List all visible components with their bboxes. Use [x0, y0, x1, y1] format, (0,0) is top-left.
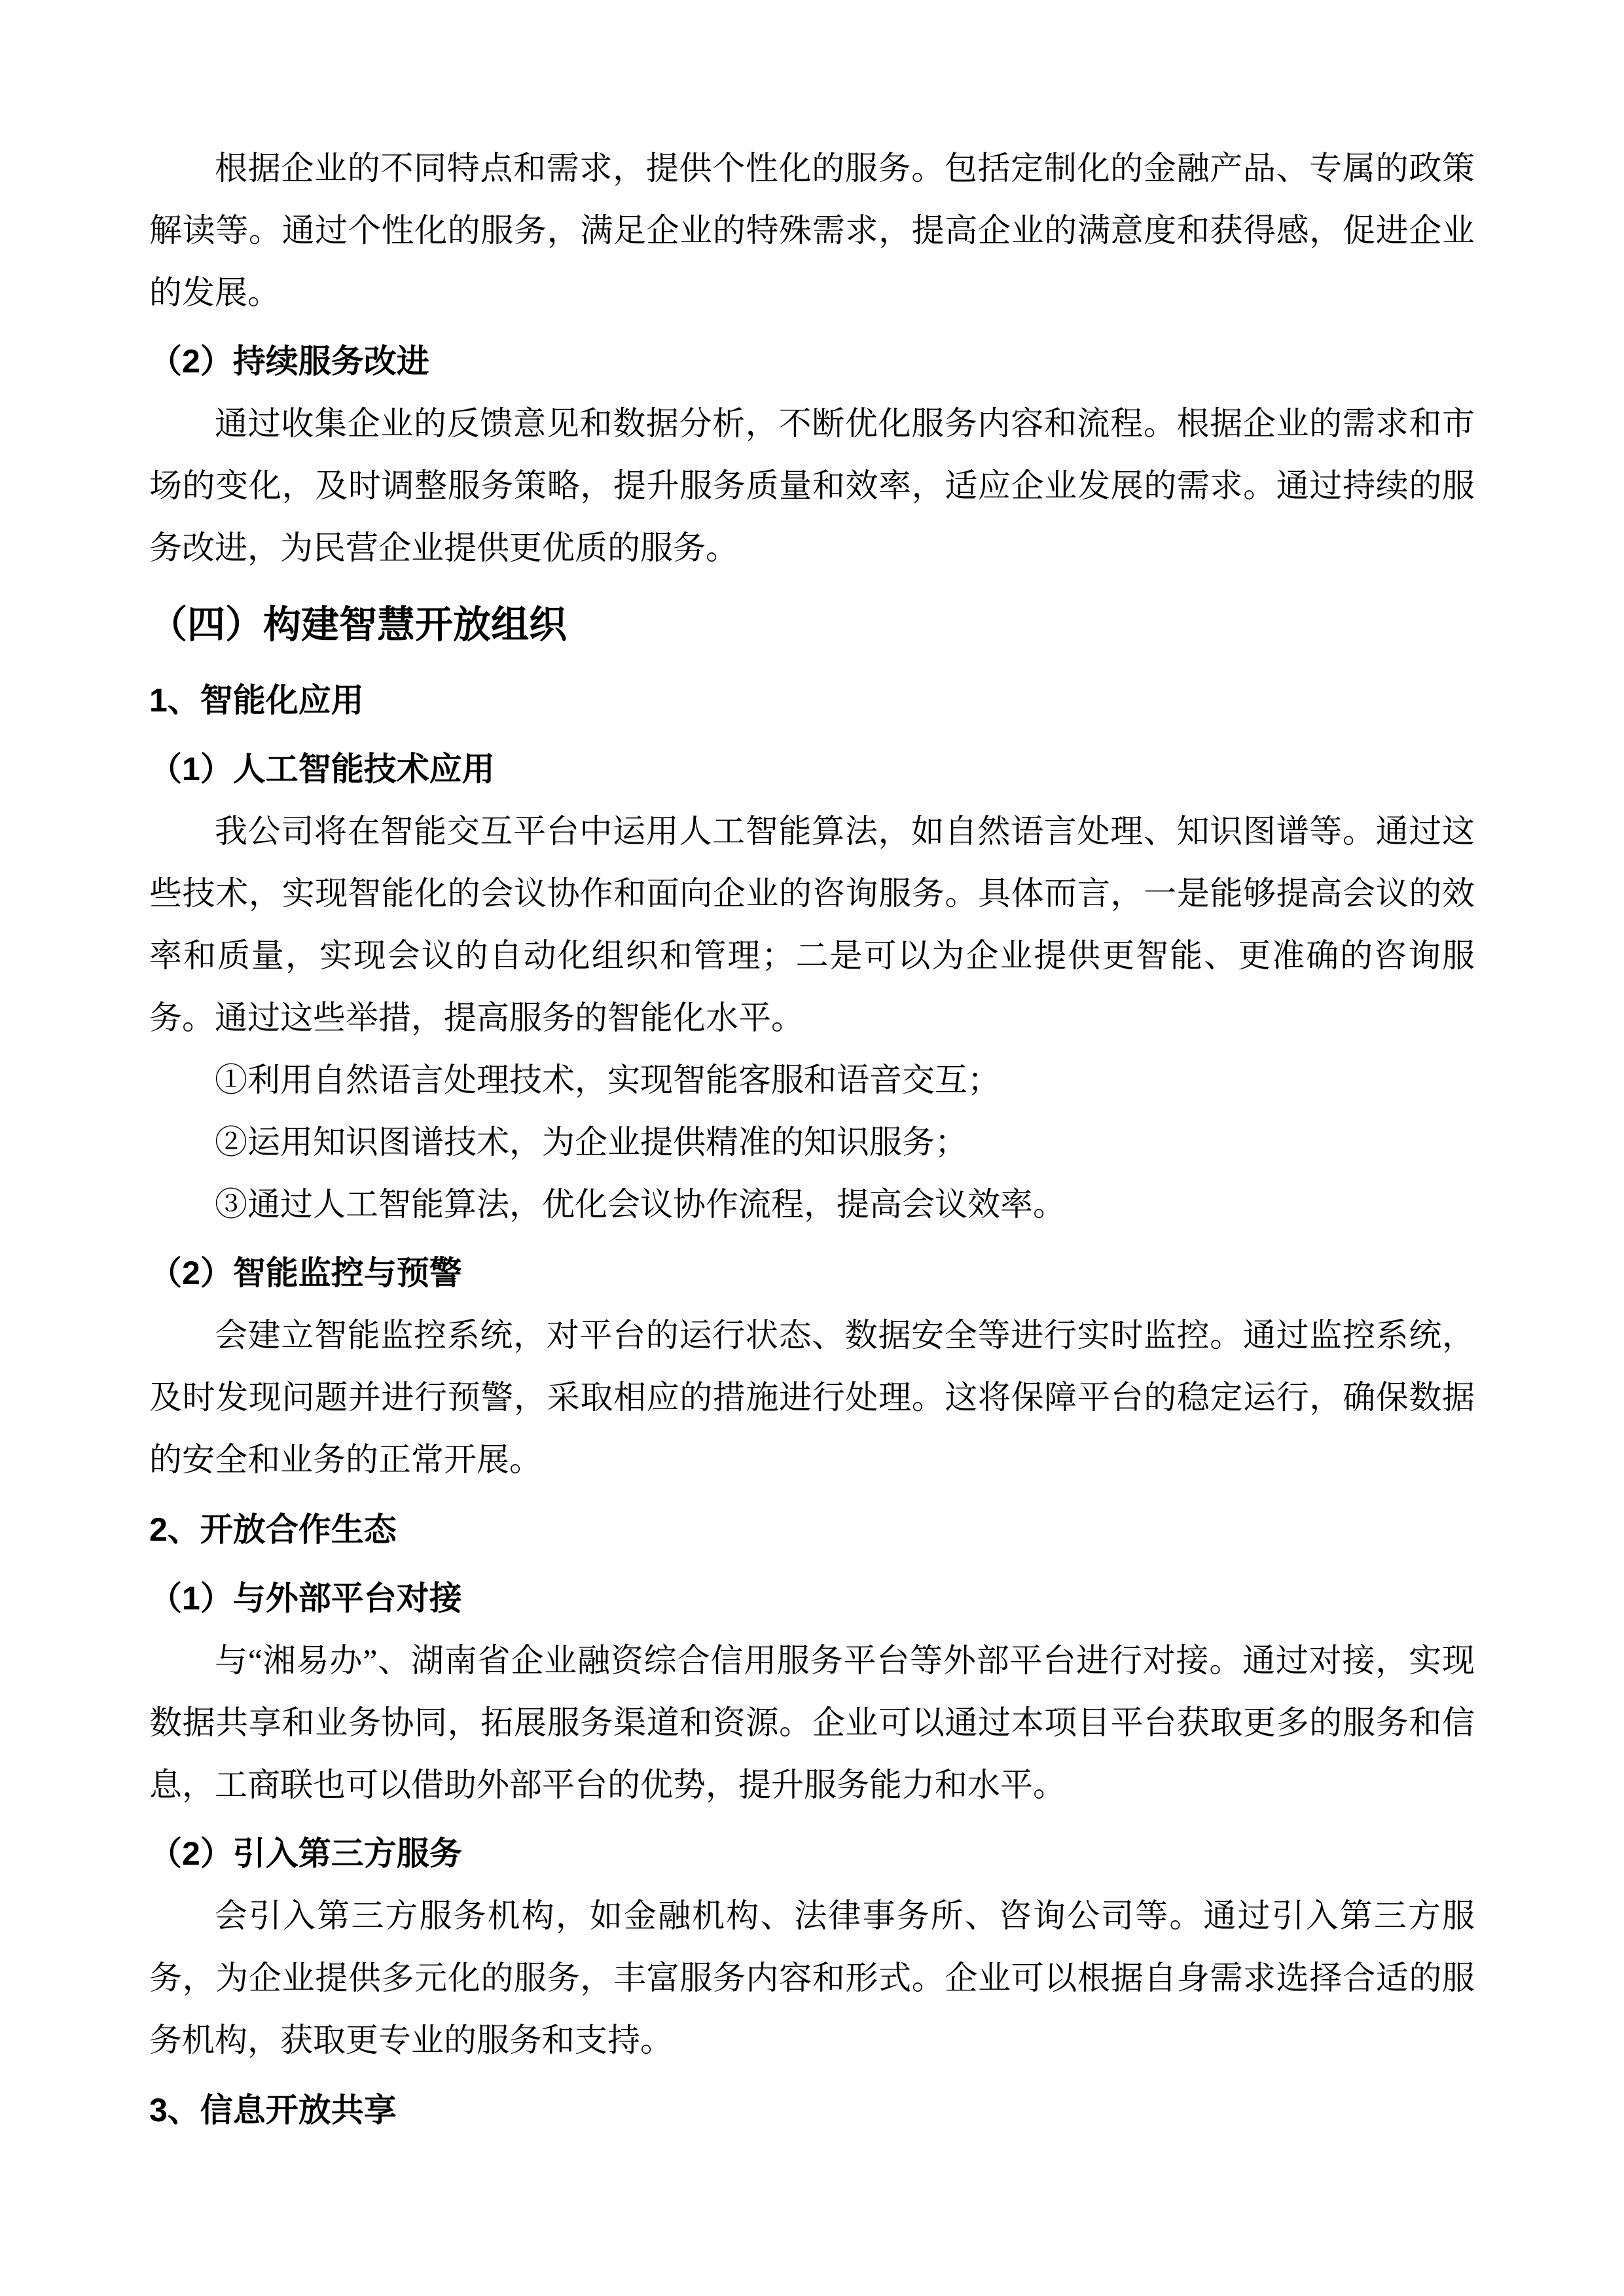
heading-third-party-services: （2）引入第三方服务: [149, 1835, 462, 1872]
heading-continuous-service-improvement: （2）持续服务改进: [149, 343, 429, 380]
list-item-ai-algorithm: ③通过人工智能算法，优化会议协作流程，提高会议效率。: [215, 1186, 1066, 1223]
paragraph-ai-platform: 我公司将在智能交互平台中运用人工智能算法，如自然语言处理、知识图谱等。通过这些技术，实现智能化的会议协作和面向企业的咨询服务。具体而言，一是能够提高会议的效率和质量，实现会议的自动化组织和管理；二是可以为企业提供更智能、更准确的咨询服务。通过这些举措，提高服务的智能化水平。: [149, 813, 1475, 1036]
heading-2-open-cooperation-ecosystem: 2、开放合作生态: [149, 1511, 397, 1548]
heading-1-intelligent-application: 1、智能化应用: [149, 682, 364, 719]
heading-section-4-smart-open-organization: （四）构建智慧开放组织: [149, 603, 568, 646]
paragraph-third-party-orgs: 会引入第三方服务机构，如金融机构、法律事务所、咨询公司等。通过引入第三方服务，为企业提供多元化的服务，丰富服务内容和形式。企业可以根据自身需求选择合适的服务机构，获取更专业的服务和支持。: [149, 1897, 1475, 2058]
heading-3-information-open-sharing: 3、信息开放共享: [149, 2092, 397, 2128]
heading-smart-monitoring-warning: （2）智能监控与预警: [149, 1255, 462, 1291]
list-item-knowledge-graph: ②运用知识图谱技术，为企业提供精准的知识服务；: [215, 1124, 967, 1160]
heading-ai-technology-application: （1）人工智能技术应用: [149, 751, 495, 787]
heading-external-platform-integration: （1）与外部平台对接: [149, 1580, 462, 1617]
list-item-nlp: ①利用自然语言处理技术，实现智能客服和语音交互；: [215, 1062, 1000, 1098]
paragraph-monitoring-system: 会建立智能监控系统，对平台的运行状态、数据安全等进行实时监控。通过监控系统，及时发现问题并进行预警，采取相应的措施进行处理。这将保障平台的稳定运行，确保数据的安全和业务的正常开展。: [149, 1317, 1475, 1478]
paragraph-external-platforms: 与“湘易办”、湖南省企业融资综合信用服务平台等外部平台进行对接。通过对接，实现数据共享和业务协同，拓展服务渠道和资源。企业可以通过本项目平台获取更多的服务和信息，工商联也可以借助外部平台的优势，提升服务能力和水平。: [149, 1642, 1475, 1803]
paragraph-personalized-service: 根据企业的不同特点和需求，提供个性化的服务。包括定制化的金融产品、专属的政策解读等。通过个性化的服务，满足企业的特殊需求，提高企业的满意度和获得感，促进企业的发展。: [149, 150, 1475, 311]
paragraph-service-improvement: 通过收集企业的反馈意见和数据分析，不断优化服务内容和流程。根据企业的需求和市场的变化，及时调整服务策略，提升服务质量和效率，适应企业发展的需求。通过持续的服务改进，为民营企业提供更优质的服务。: [149, 405, 1475, 566]
